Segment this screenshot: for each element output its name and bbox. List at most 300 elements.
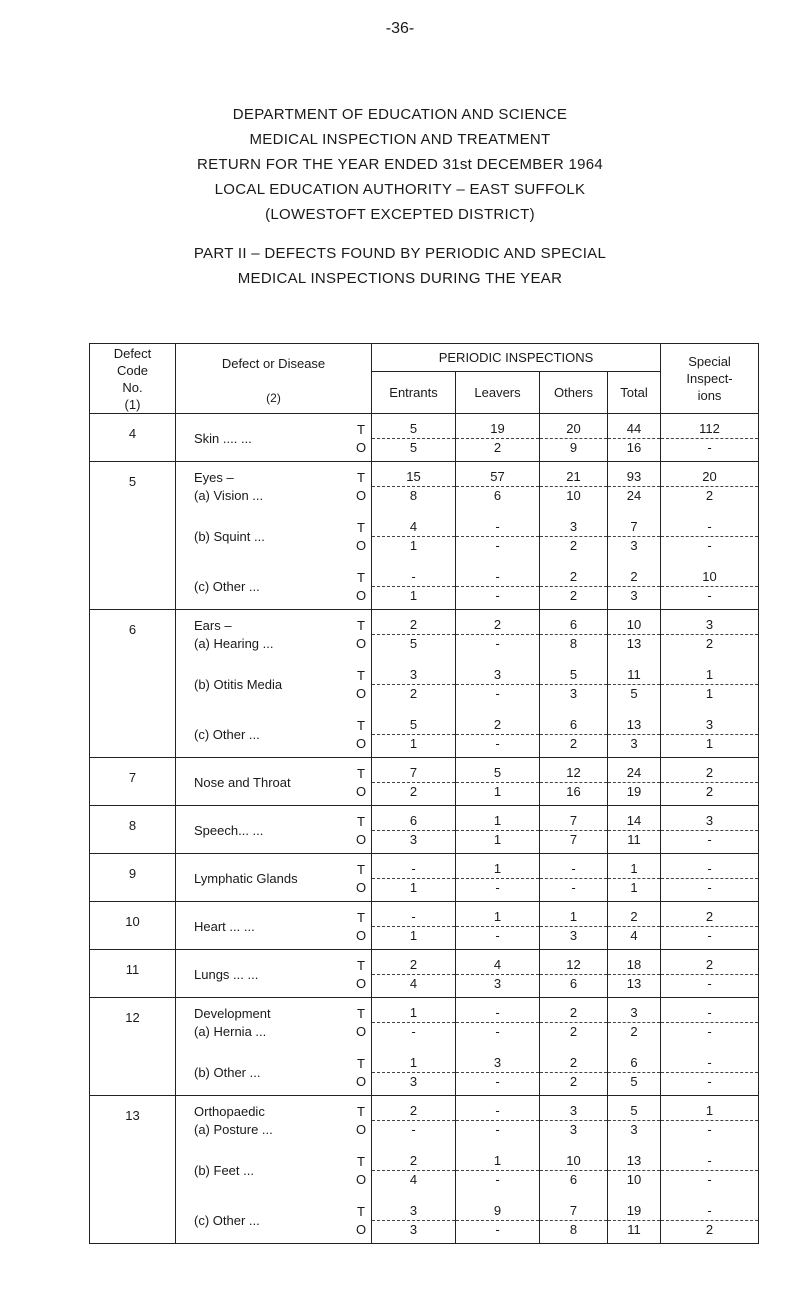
defect-label: [176, 716, 371, 752]
defect-group-row: [90, 998, 759, 1096]
value-pair: [540, 420, 607, 456]
value-pair: [661, 1054, 758, 1090]
total-cell: [608, 902, 661, 950]
defect-subname: (a) Hearing ...: [194, 635, 274, 651]
defect-code: 8: [90, 806, 176, 854]
special-t-value: 2: [661, 956, 758, 975]
header-entrants: Entrants: [372, 372, 456, 414]
leavers-t-value: 57: [456, 468, 539, 487]
value-pair: [372, 1102, 455, 1138]
value-pair: [372, 812, 455, 848]
value-pair: [540, 1004, 607, 1040]
observed-marker: O: [355, 537, 367, 553]
total-o-value: 19: [626, 783, 642, 799]
others-o-value: 10: [566, 487, 581, 503]
entrants-t-value: 6: [372, 812, 455, 831]
special-cell: [661, 610, 759, 758]
defect-code: 7: [90, 758, 176, 806]
heading-line-department: DEPARTMENT OF EDUCATION AND SCIENCE: [232, 106, 568, 123]
value-pair: [540, 666, 607, 702]
special-cell: [661, 414, 759, 462]
entrants-t-value: 2: [372, 956, 455, 975]
defect-label: [176, 420, 371, 456]
treated-marker: T: [357, 1103, 365, 1119]
observed-marker: O: [355, 783, 367, 799]
leavers-t-value: 19: [456, 420, 539, 439]
defect-group-row: [90, 758, 759, 806]
leavers-t-value: 1: [456, 1152, 539, 1171]
total-o-value: 2: [630, 1023, 638, 1039]
value-pair: [661, 908, 758, 944]
observed-marker: O: [355, 735, 367, 751]
observed-marker: O: [355, 587, 367, 603]
value-pair: [456, 518, 539, 554]
value-pair: [372, 956, 455, 992]
defect-name-cell: [176, 854, 372, 902]
others-o-value: 3: [569, 1121, 578, 1137]
treated-marker: T: [357, 569, 365, 585]
value-pair: [372, 764, 455, 800]
total-cell: [608, 1096, 661, 1244]
total-t-value: 2: [608, 568, 660, 587]
others-cell: [540, 462, 608, 610]
header-special-inspections: Special Inspect- ions: [661, 344, 759, 414]
value-pair: [661, 568, 758, 604]
value-pair: [456, 956, 539, 992]
others-o-value: 6: [569, 975, 578, 991]
defect-code: 6: [90, 610, 176, 758]
defect-name-cell: [176, 610, 372, 758]
treated-marker: T: [357, 1203, 365, 1219]
value-pair: [608, 716, 660, 752]
value-pair: [456, 764, 539, 800]
others-t-value: 7: [540, 1202, 607, 1221]
value-pair: [372, 860, 455, 896]
total-t-value: 2: [608, 908, 660, 927]
treated-marker: T: [357, 813, 365, 829]
others-t-value: -: [540, 860, 607, 879]
value-pair: [661, 860, 758, 896]
special-t-value: 10: [661, 568, 758, 587]
special-t-value: 3: [661, 716, 758, 735]
total-o-value: 24: [626, 487, 642, 503]
entrants-cell: [372, 950, 456, 998]
others-t-value: 10: [540, 1152, 607, 1171]
entrants-t-value: 1: [372, 1054, 455, 1073]
special-cell: [661, 998, 759, 1096]
others-o-value: 2: [569, 537, 578, 553]
treated-marker: T: [357, 1005, 365, 1021]
total-o-value: 16: [626, 439, 642, 455]
leavers-cell: [456, 1096, 540, 1244]
others-t-value: 21: [540, 468, 607, 487]
defect-label: [176, 616, 371, 652]
leavers-t-value: -: [456, 568, 539, 587]
others-cell: [540, 854, 608, 902]
value-pair: [608, 812, 660, 848]
value-pair: [372, 420, 455, 456]
special-t-value: 20: [661, 468, 758, 487]
total-cell: [608, 950, 661, 998]
total-t-value: 13: [608, 1152, 660, 1171]
entrants-t-value: 5: [372, 716, 455, 735]
treated-marker: T: [357, 519, 365, 535]
entrants-o-value: 1: [409, 537, 418, 553]
defect-label: [176, 1202, 371, 1238]
value-pair: [456, 1202, 539, 1238]
special-t-value: -: [661, 518, 758, 537]
others-o-value: 2: [569, 587, 578, 603]
defect-group-row: [90, 1096, 759, 1244]
defect-name: (b) Squint ...: [194, 528, 265, 544]
defect-name: (b) Other ...: [194, 1064, 261, 1080]
special-o-value: -: [707, 1171, 712, 1187]
value-pair: [608, 860, 660, 896]
leavers-t-value: 9: [456, 1202, 539, 1221]
value-pair: [372, 468, 455, 504]
entrants-t-value: 7: [372, 764, 455, 783]
leavers-cell: [456, 758, 540, 806]
total-cell: [608, 414, 661, 462]
value-pair: [608, 518, 660, 554]
defect-subname: (a) Hernia ...: [194, 1023, 267, 1039]
value-pair: [456, 812, 539, 848]
others-cell: [540, 806, 608, 854]
header-others: Others: [540, 372, 608, 414]
defect-group-row: [90, 462, 759, 610]
others-t-value: 7: [540, 812, 607, 831]
defect-name-cell: [176, 1096, 372, 1244]
others-o-value: 8: [569, 635, 578, 651]
special-o-value: -: [707, 975, 712, 991]
value-pair: [372, 518, 455, 554]
special-o-value: -: [707, 1073, 712, 1089]
entrants-cell: [372, 758, 456, 806]
leavers-o-value: 6: [493, 487, 502, 503]
entrants-cell: [372, 998, 456, 1096]
others-o-value: 2: [569, 1023, 578, 1039]
value-pair: [661, 716, 758, 752]
defects-table: [89, 343, 759, 1244]
entrants-o-value: 5: [409, 635, 418, 651]
observed-marker: O: [355, 439, 367, 455]
value-pair: [456, 1102, 539, 1138]
entrants-o-value: 3: [409, 831, 418, 847]
entrants-t-value: -: [372, 860, 455, 879]
value-pair: [540, 616, 607, 652]
defect-name-cell: [176, 902, 372, 950]
entrants-t-value: -: [372, 908, 455, 927]
others-t-value: 12: [540, 764, 607, 783]
special-cell: [661, 806, 759, 854]
value-pair: [540, 568, 607, 604]
treated-marker: T: [357, 957, 365, 973]
leavers-t-value: 5: [456, 764, 539, 783]
defect-name: Development: [194, 1005, 271, 1021]
leavers-t-value: 2: [456, 616, 539, 635]
total-t-value: 1: [608, 860, 660, 879]
others-o-value: 7: [569, 831, 578, 847]
defect-name: Lymphatic Glands: [194, 870, 298, 886]
special-o-value: 2: [705, 783, 714, 799]
treated-marker: T: [357, 1153, 365, 1169]
entrants-t-value: 2: [372, 1152, 455, 1171]
total-t-value: 11: [608, 666, 660, 685]
defect-subname: (a) Posture ...: [194, 1121, 273, 1137]
total-o-value: 3: [630, 1121, 638, 1137]
others-o-value: -: [571, 879, 576, 895]
entrants-o-value: 2: [409, 685, 418, 701]
observed-marker: O: [355, 487, 367, 503]
value-pair: [540, 1152, 607, 1188]
defect-label: [176, 468, 371, 504]
value-pair: [661, 1102, 758, 1138]
others-cell: [540, 414, 608, 462]
value-pair: [608, 568, 660, 604]
heading-line-part: PART II – DEFECTS FOUND BY PERIODIC AND SPECIAL: [193, 245, 607, 262]
header-total: Total: [608, 372, 661, 414]
total-t-value: 24: [608, 764, 660, 783]
defect-label: [176, 568, 371, 604]
value-pair: [540, 716, 607, 752]
header-defect-or-disease: Defect or Disease (2): [176, 344, 372, 414]
defect-subname: (a) Vision ...: [194, 487, 264, 503]
treated-marker: T: [357, 861, 365, 877]
leavers-cell: [456, 462, 540, 610]
total-t-value: 3: [608, 1004, 660, 1023]
value-pair: [456, 420, 539, 456]
special-t-value: -: [661, 1054, 758, 1073]
special-t-value: 3: [661, 812, 758, 831]
total-o-value: 11: [627, 831, 641, 847]
leavers-t-value: 2: [456, 716, 539, 735]
entrants-cell: [372, 462, 456, 610]
observed-marker: O: [355, 1023, 367, 1039]
leavers-cell: [456, 854, 540, 902]
value-pair: [608, 666, 660, 702]
value-pair: [608, 468, 660, 504]
leavers-o-value: 2: [493, 439, 502, 455]
entrants-t-value: 3: [372, 666, 455, 685]
value-pair: [608, 420, 660, 456]
special-t-value: -: [661, 1004, 758, 1023]
leavers-t-value: -: [456, 1102, 539, 1121]
total-cell: [608, 998, 661, 1096]
leavers-o-value: -: [495, 735, 500, 751]
entrants-cell: [372, 854, 456, 902]
special-cell: [661, 462, 759, 610]
special-o-value: -: [707, 831, 712, 847]
treated-marker: T: [357, 617, 365, 633]
defect-name: (b) Otitis Media: [194, 676, 283, 692]
entrants-o-value: 3: [409, 1221, 418, 1237]
value-pair: [608, 908, 660, 944]
defect-group-row: [90, 610, 759, 758]
special-t-value: 1: [661, 1102, 758, 1121]
observed-marker: O: [355, 1221, 367, 1237]
value-pair: [540, 1102, 607, 1138]
special-o-value: 1: [705, 685, 714, 701]
entrants-o-value: 1: [409, 927, 418, 943]
defect-label: [176, 518, 371, 554]
entrants-t-value: 1: [372, 1004, 455, 1023]
value-pair: [608, 1054, 660, 1090]
value-pair: [456, 1054, 539, 1090]
defect-name: Eyes –: [194, 469, 234, 485]
entrants-o-value: 2: [409, 783, 418, 799]
leavers-t-value: -: [456, 518, 539, 537]
defect-name: Speech... ...: [194, 822, 264, 838]
total-o-value: 13: [626, 975, 642, 991]
leavers-t-value: 3: [456, 666, 539, 685]
others-t-value: 3: [540, 1102, 607, 1121]
defect-label: [176, 1054, 371, 1090]
defect-name-cell: [176, 462, 372, 610]
total-t-value: 10: [608, 616, 660, 635]
total-o-value: 4: [630, 927, 638, 943]
value-pair: [661, 518, 758, 554]
treated-marker: T: [357, 469, 365, 485]
entrants-cell: [372, 806, 456, 854]
leavers-o-value: 1: [493, 831, 502, 847]
value-pair: [661, 812, 758, 848]
value-pair: [456, 568, 539, 604]
entrants-o-value: 5: [409, 439, 418, 455]
value-pair: [608, 764, 660, 800]
leavers-o-value: -: [495, 587, 500, 603]
total-t-value: 18: [608, 956, 660, 975]
leavers-t-value: 1: [456, 860, 539, 879]
entrants-t-value: 2: [372, 616, 455, 635]
total-t-value: 6: [608, 1054, 660, 1073]
defect-name: (c) Other ...: [194, 726, 260, 742]
defect-name-cell: [176, 414, 372, 462]
value-pair: [456, 616, 539, 652]
others-cell: [540, 758, 608, 806]
others-o-value: 9: [569, 439, 578, 455]
value-pair: [540, 764, 607, 800]
others-cell: [540, 998, 608, 1096]
others-cell: [540, 610, 608, 758]
value-pair: [372, 908, 455, 944]
others-t-value: 3: [540, 518, 607, 537]
special-cell: [661, 854, 759, 902]
value-pair: [661, 616, 758, 652]
entrants-o-value: -: [411, 1023, 416, 1039]
leavers-o-value: -: [495, 1121, 500, 1137]
others-cell: [540, 950, 608, 998]
special-o-value: 2: [705, 635, 714, 651]
entrants-o-value: 1: [409, 879, 418, 895]
observed-marker: O: [355, 927, 367, 943]
defect-name: Orthopaedic: [194, 1103, 265, 1119]
special-o-value: -: [707, 537, 712, 553]
leavers-o-value: -: [495, 635, 500, 651]
entrants-cell: [372, 610, 456, 758]
others-o-value: 6: [569, 1171, 578, 1187]
value-pair: [456, 716, 539, 752]
leavers-o-value: -: [495, 879, 500, 895]
treated-marker: T: [357, 765, 365, 781]
value-pair: [456, 908, 539, 944]
special-o-value: -: [707, 587, 712, 603]
observed-marker: O: [355, 1121, 367, 1137]
total-t-value: 93: [608, 468, 660, 487]
total-cell: [608, 462, 661, 610]
others-cell: [540, 902, 608, 950]
table-header: [90, 344, 759, 414]
value-pair: [540, 518, 607, 554]
value-pair: [540, 1202, 607, 1238]
value-pair: [608, 1004, 660, 1040]
observed-marker: O: [355, 831, 367, 847]
table-body: [90, 414, 759, 1244]
others-o-value: 8: [569, 1221, 578, 1237]
observed-marker: O: [355, 685, 367, 701]
special-o-value: 1: [705, 735, 714, 751]
others-t-value: 2: [540, 1004, 607, 1023]
defect-name-cell: [176, 758, 372, 806]
defect-code: 11: [90, 950, 176, 998]
leavers-cell: [456, 610, 540, 758]
defect-group-row: [90, 414, 759, 462]
leavers-cell: [456, 998, 540, 1096]
entrants-o-value: 1: [409, 735, 418, 751]
value-pair: [372, 1054, 455, 1090]
total-t-value: 7: [608, 518, 660, 537]
defect-code: 4: [90, 414, 176, 462]
value-pair: [661, 764, 758, 800]
total-o-value: 13: [626, 635, 642, 651]
others-t-value: 20: [540, 420, 607, 439]
special-cell: [661, 1096, 759, 1244]
others-o-value: 2: [569, 735, 578, 751]
value-pair: [372, 666, 455, 702]
total-t-value: 13: [608, 716, 660, 735]
entrants-t-value: 2: [372, 1102, 455, 1121]
defect-label: [176, 860, 371, 896]
special-t-value: 112: [661, 420, 758, 439]
observed-marker: O: [355, 1073, 367, 1089]
defect-name: (c) Other ...: [194, 578, 260, 594]
value-pair: [661, 468, 758, 504]
defect-name: (b) Feet ...: [194, 1162, 254, 1178]
value-pair: [456, 1152, 539, 1188]
leavers-o-value: -: [495, 927, 500, 943]
observed-marker: O: [355, 635, 367, 651]
leavers-cell: [456, 414, 540, 462]
total-o-value: 10: [626, 1171, 642, 1187]
special-t-value: -: [661, 1202, 758, 1221]
special-t-value: 1: [661, 666, 758, 685]
value-pair: [540, 956, 607, 992]
others-t-value: 2: [540, 568, 607, 587]
leavers-t-value: 1: [456, 812, 539, 831]
defect-name: Lungs ... ...: [194, 966, 259, 982]
entrants-t-value: 15: [372, 468, 455, 487]
value-pair: [372, 1004, 455, 1040]
value-pair: [608, 1152, 660, 1188]
others-o-value: 3: [569, 927, 578, 943]
value-pair: [540, 860, 607, 896]
defect-label: [176, 666, 371, 702]
defect-code: 9: [90, 854, 176, 902]
special-o-value: -: [707, 439, 712, 455]
defect-code: 12: [90, 998, 176, 1096]
total-o-value: 1: [630, 879, 638, 895]
heading-line-authority: LOCAL EDUCATION AUTHORITY – EAST SUFFOLK: [214, 181, 586, 198]
defect-name: Skin .... ...: [194, 430, 252, 446]
